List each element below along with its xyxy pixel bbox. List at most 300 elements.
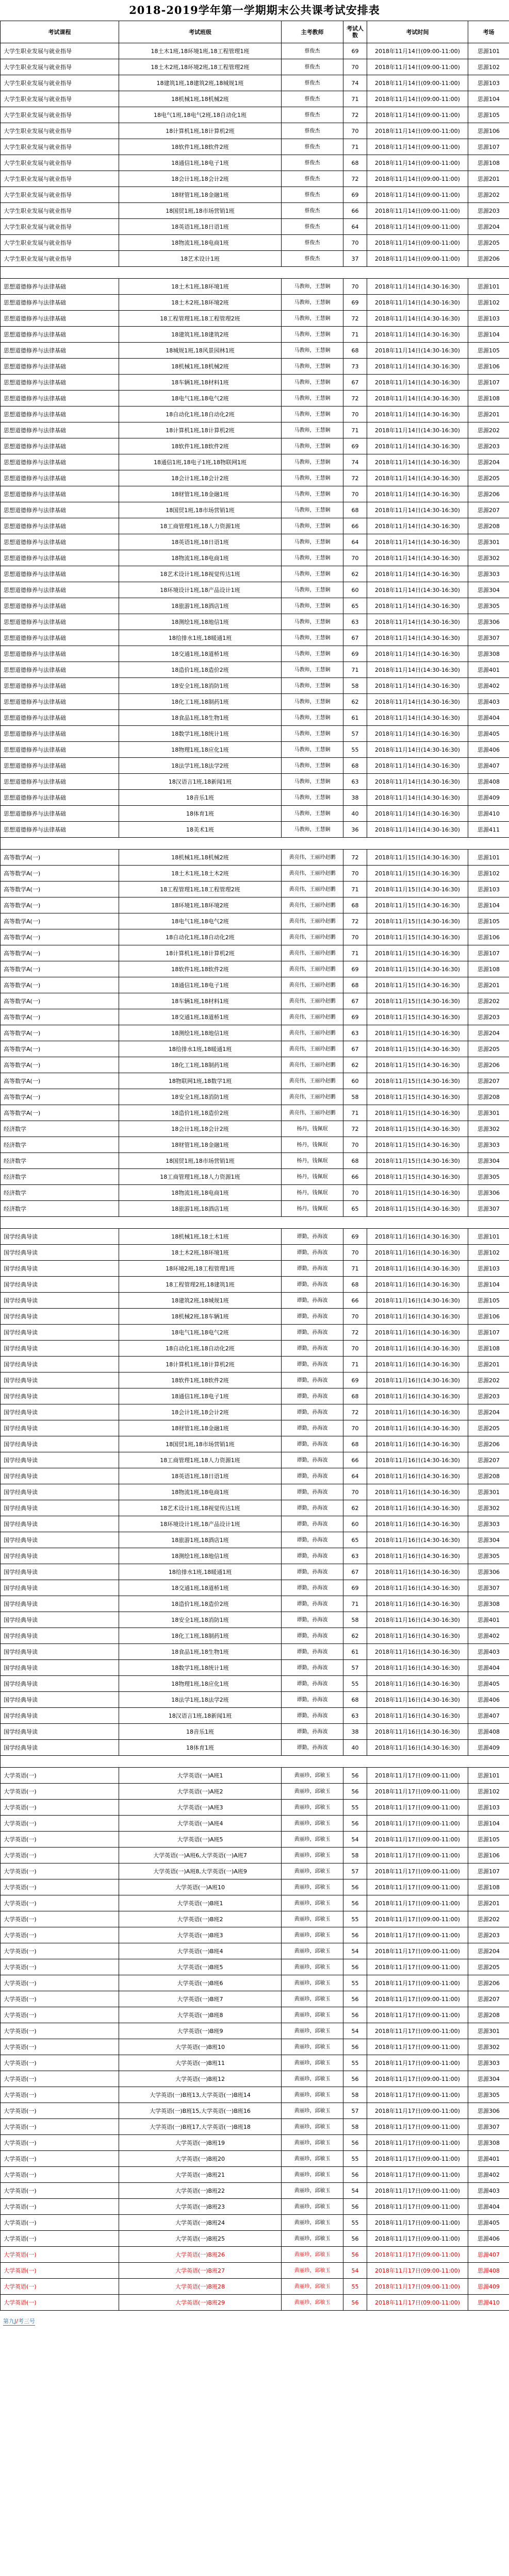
- table-row: [1, 758, 509, 774]
- cell-teacher: 马教师，王慧娴: [282, 502, 343, 518]
- table-row: [1, 774, 509, 790]
- cell-course: 思想道德修养与法律基础: [1, 758, 119, 774]
- cell-room: 思源407: [468, 1708, 509, 1724]
- cell-count: 72: [343, 850, 367, 866]
- cell-time: 2018年11月17日(09:00-11:00): [367, 2055, 468, 2071]
- cell-count: 70: [343, 1309, 367, 1325]
- cell-teacher: 谭勤，孙海波: [282, 1388, 343, 1404]
- cell-count: 68: [343, 1388, 367, 1404]
- cell-count: 56: [343, 2039, 367, 2055]
- cell-class: 18给排水1班,18暖通1班: [119, 630, 282, 646]
- cell-class: 18音乐1班: [119, 1724, 282, 1740]
- cell-count: 71: [343, 662, 367, 678]
- table-row: [1, 219, 509, 235]
- cell-class: 18国贸1班,18市场营销1班: [119, 203, 282, 219]
- cell-teacher: 黄丽珍，邱敏玉: [282, 2023, 343, 2039]
- cell-class: 18建筑1班,18建筑2班,18城规1班: [119, 75, 282, 91]
- cell-count: 70: [343, 1341, 367, 1357]
- cell-time: 2018年11月17日(09:00-11:00): [367, 2199, 468, 2215]
- cell-class: 18交通1班,18道桥1班: [119, 646, 282, 662]
- cell-teacher: 马教师，王慧娴: [282, 518, 343, 534]
- cell-time: 2018年11月17日(09:00-11:00): [367, 2039, 468, 2055]
- cell-time: 2018年11月14日(14:30-16:30): [367, 582, 468, 598]
- cell-class: 18化工1班,18制药1班: [119, 1057, 282, 1073]
- table-row: [1, 582, 509, 598]
- cell-count: 55: [343, 1911, 367, 1927]
- cell-time: 2018年11月14日(14:30-16:30): [367, 279, 468, 295]
- table-row: [1, 2231, 509, 2247]
- cell-room: 思源102: [468, 1784, 509, 1800]
- cell-class: 18艺术设计1班: [119, 251, 282, 267]
- cell-count: 55: [343, 742, 367, 758]
- cell-room: 思源101: [468, 850, 509, 866]
- table-row: [1, 2007, 509, 2023]
- section-separator-row: [1, 1756, 509, 1768]
- cell-teacher: 蔡俊杰: [282, 171, 343, 187]
- cell-room: 思源201: [468, 406, 509, 422]
- cell-time: 2018年11月15日(14:30-16:30): [367, 1025, 468, 1041]
- table-row: [1, 1089, 509, 1105]
- table-row: [1, 614, 509, 630]
- cell-room: 思源106: [468, 123, 509, 139]
- cell-time: 2018年11月14日(09:00-11:00): [367, 171, 468, 187]
- cell-time: 2018年11月14日(14:30-16:30): [367, 311, 468, 327]
- table-row: [1, 1564, 509, 1580]
- table-row: [1, 1388, 509, 1404]
- cell-course: 大学生职业发展与就业指导: [1, 91, 119, 107]
- cell-time: 2018年11月17日(09:00-11:00): [367, 1800, 468, 1816]
- cell-room: 思源406: [468, 1692, 509, 1708]
- cell-time: 2018年11月17日(09:00-11:00): [367, 2103, 468, 2119]
- cell-room: 思源103: [468, 75, 509, 91]
- table-row: [1, 1724, 509, 1740]
- cell-teacher: 马教师，王慧娴: [282, 279, 343, 295]
- cell-count: 55: [343, 1975, 367, 1991]
- cell-room: 思源103: [468, 311, 509, 327]
- cell-course: 大学英语(一): [1, 2183, 119, 2199]
- table-row: [1, 1784, 509, 1800]
- cell-teacher: 黄亮伟，王丽玲赵鹏: [282, 1025, 343, 1041]
- cell-teacher: 杨丹，钱佩珉: [282, 1137, 343, 1153]
- cell-count: 69: [343, 1372, 367, 1388]
- cell-course: 思想道德修养与法律基础: [1, 726, 119, 742]
- cell-time: 2018年11月17日(09:00-11:00): [367, 2215, 468, 2231]
- cell-class: 18通信1班,18电子1班: [119, 155, 282, 171]
- cell-count: 69: [343, 1229, 367, 1245]
- cell-teacher: 黄亮伟，王丽玲赵鹏: [282, 945, 343, 961]
- cell-room: 思源204: [468, 1404, 509, 1420]
- cell-count: 69: [343, 1009, 367, 1025]
- table-row: [1, 2071, 509, 2087]
- cell-room: 思源203: [468, 1009, 509, 1025]
- table-row: [1, 1009, 509, 1025]
- cell-course: 大学英语(一): [1, 1927, 119, 1943]
- cell-teacher: 黄亮伟，王丽玲赵鹏: [282, 1041, 343, 1057]
- cell-course: 国学经典导读: [1, 1229, 119, 1245]
- cell-teacher: 马教师，王慧娴: [282, 454, 343, 470]
- cell-count: 69: [343, 295, 367, 311]
- cell-teacher: 黄丽珍，邱敏玉: [282, 2055, 343, 2071]
- cell-teacher: 谭勤，孙海波: [282, 1229, 343, 1245]
- cell-teacher: 蔡俊杰: [282, 235, 343, 251]
- cell-teacher: 马教师，王慧娴: [282, 678, 343, 694]
- cell-class: 大学英语(一)B班22: [119, 2183, 282, 2199]
- cell-room: 思源409: [468, 790, 509, 806]
- cell-time: 2018年11月17日(09:00-11:00): [367, 1832, 468, 1848]
- cell-room: 思源204: [468, 219, 509, 235]
- cell-count: 70: [343, 1137, 367, 1153]
- cell-course: 大学生职业发展与就业指导: [1, 235, 119, 251]
- cell-time: 2018年11月14日(09:00-11:00): [367, 43, 468, 59]
- cell-room: 思源302: [468, 2039, 509, 2055]
- cell-room: 思源107: [468, 375, 509, 391]
- cell-class: 18国贸1班,18市场营销1班: [119, 1436, 282, 1452]
- cell-count: 61: [343, 1644, 367, 1660]
- cell-count: 71: [343, 1105, 367, 1121]
- cell-time: 2018年11月16日(14:30-16:30): [367, 1404, 468, 1420]
- cell-course: 国学经典导读: [1, 1436, 119, 1452]
- cell-count: 56: [343, 1816, 367, 1832]
- cell-time: 2018年11月14日(09:00-11:00): [367, 187, 468, 203]
- table-row: [1, 123, 509, 139]
- cell-time: 2018年11月15日(14:30-16:30): [367, 1009, 468, 1025]
- cell-teacher: 谭勤，孙海波: [282, 1436, 343, 1452]
- cell-count: 70: [343, 235, 367, 251]
- cell-room: 思源206: [468, 1975, 509, 1991]
- cell-class: 18环境设计1班,18产品设计1班: [119, 582, 282, 598]
- cell-time: 2018年11月15日(14:30-16:30): [367, 1201, 468, 1217]
- cell-course: 思想道德修养与法律基础: [1, 790, 119, 806]
- table-row: [1, 1229, 509, 1245]
- cell-room: 思源409: [468, 1740, 509, 1756]
- cell-class: 大学英语(一)A班6,大学英语(一)A班7: [119, 1848, 282, 1863]
- cell-class: 大学英语(一)B班13,大学英语(一)B班14: [119, 2087, 282, 2103]
- cell-time: 2018年11月14日(09:00-11:00): [367, 235, 468, 251]
- table-row: [1, 59, 509, 75]
- cell-count: 55: [343, 2279, 367, 2295]
- cell-class: 大学英语(一)B班5: [119, 1959, 282, 1975]
- cell-count: 67: [343, 993, 367, 1009]
- table-row: [1, 1309, 509, 1325]
- cell-room: 思源202: [468, 993, 509, 1009]
- cell-time: 2018年11月14日(14:30-16:30): [367, 646, 468, 662]
- cell-count: 56: [343, 2295, 367, 2311]
- cell-room: 思源104: [468, 327, 509, 343]
- cell-class: 18化工1班,18制药1班: [119, 1628, 282, 1644]
- cell-room: 思源405: [468, 2215, 509, 2231]
- cell-teacher: 马教师，王慧娴: [282, 662, 343, 678]
- cell-course: 思想道德修养与法律基础: [1, 406, 119, 422]
- cell-time: 2018年11月14日(14:30-16:30): [367, 566, 468, 582]
- cell-course: 国学经典导读: [1, 1388, 119, 1404]
- cell-time: 2018年11月14日(09:00-11:00): [367, 123, 468, 139]
- cell-teacher: 黄亮伟，王丽玲赵鹏: [282, 1057, 343, 1073]
- cell-course: 大学生职业发展与就业指导: [1, 219, 119, 235]
- cell-course: 思想道德修养与法律基础: [1, 311, 119, 327]
- cell-course: 思想道德修养与法律基础: [1, 694, 119, 710]
- cell-time: 2018年11月14日(14:30-16:30): [367, 391, 468, 406]
- cell-time: 2018年11月17日(09:00-11:00): [367, 2295, 468, 2311]
- cell-count: 56: [343, 2247, 367, 2263]
- cell-teacher: 蔡俊杰: [282, 43, 343, 59]
- cell-room: 思源107: [468, 1325, 509, 1341]
- cell-course: 大学英语(一): [1, 1895, 119, 1911]
- table-row: [1, 486, 509, 502]
- cell-time: 2018年11月15日(14:30-16:30): [367, 977, 468, 993]
- cell-count: 70: [343, 486, 367, 502]
- cell-room: 思源104: [468, 1277, 509, 1293]
- cell-teacher: 黄亮伟，王丽玲赵鹏: [282, 850, 343, 866]
- cell-class: 18通信1班,18电子1班,18物联网1班: [119, 454, 282, 470]
- cell-count: 57: [343, 1863, 367, 1879]
- table-row: [1, 2151, 509, 2167]
- table-row: [1, 1277, 509, 1293]
- cell-class: 大学英语(一)B班1: [119, 1895, 282, 1911]
- cell-count: 68: [343, 1692, 367, 1708]
- header-teacher: 主考教师: [282, 21, 343, 43]
- cell-course: 思想道德修养与法律基础: [1, 438, 119, 454]
- cell-time: 2018年11月16日(14:30-16:30): [367, 1484, 468, 1500]
- cell-time: 2018年11月14日(14:30-16:30): [367, 614, 468, 630]
- cell-time: 2018年11月16日(14:30-16:30): [367, 1357, 468, 1372]
- cell-teacher: 黄丽珍，邱敏玉: [282, 1959, 343, 1975]
- cell-class: 大学英语(一)B班2: [119, 1911, 282, 1927]
- cell-room: 思源302: [468, 1500, 509, 1516]
- cell-count: 60: [343, 1073, 367, 1089]
- cell-class: 大学英语(一)B班20: [119, 2151, 282, 2167]
- cell-teacher: 黄丽珍，邱敏玉: [282, 2231, 343, 2247]
- cell-time: 2018年11月14日(14:30-16:30): [367, 438, 468, 454]
- cell-class: 18物流1班,18电商1班: [119, 550, 282, 566]
- cell-class: 18电气1班,18电气2班,18自动化1班: [119, 107, 282, 123]
- cell-count: 71: [343, 422, 367, 438]
- cell-time: 2018年11月16日(14:30-16:30): [367, 1660, 468, 1676]
- cell-teacher: 黄亮伟，王丽玲赵鹏: [282, 993, 343, 1009]
- cell-room: 思源205: [468, 235, 509, 251]
- table-row: [1, 375, 509, 391]
- cell-count: 69: [343, 646, 367, 662]
- cell-room: 思源207: [468, 502, 509, 518]
- cell-room: 思源203: [468, 438, 509, 454]
- table-row: [1, 75, 509, 91]
- cell-time: 2018年11月17日(09:00-11:00): [367, 2247, 468, 2263]
- table-row: [1, 678, 509, 694]
- table-row: [1, 2135, 509, 2151]
- cell-count: 68: [343, 343, 367, 359]
- cell-time: 2018年11月15日(14:30-16:30): [367, 850, 468, 866]
- cell-room: 思源204: [468, 454, 509, 470]
- cell-count: 64: [343, 534, 367, 550]
- cell-time: 2018年11月14日(14:30-16:30): [367, 726, 468, 742]
- cell-teacher: 黄亮伟，王丽玲赵鹏: [282, 1089, 343, 1105]
- cell-teacher: 黄亮伟，王丽玲赵鹏: [282, 913, 343, 929]
- cell-room: 思源410: [468, 2295, 509, 2311]
- cell-course: 大学英语(一): [1, 2199, 119, 2215]
- cell-room: 思源306: [468, 1564, 509, 1580]
- cell-count: 56: [343, 1959, 367, 1975]
- cell-class: 18旅游1班,18酒店1班: [119, 598, 282, 614]
- cell-count: 55: [343, 2055, 367, 2071]
- header-course: 考试课程: [1, 21, 119, 43]
- cell-course: 思想道德修养与法律基础: [1, 502, 119, 518]
- cell-class: 18旅游1班,18酒店1班: [119, 1201, 282, 1217]
- cell-class: 18食品1班,18生物1班: [119, 710, 282, 726]
- cell-teacher: 黄亮伟，王丽玲赵鹏: [282, 1073, 343, 1089]
- cell-teacher: 马教师，王慧娴: [282, 486, 343, 502]
- cell-room: 思源406: [468, 742, 509, 758]
- table-row: [1, 1863, 509, 1879]
- cell-course: 大学生职业发展与就业指导: [1, 139, 119, 155]
- table-row: [1, 406, 509, 422]
- cell-class: 18计算机1班,18计算机2班: [119, 123, 282, 139]
- table-row: [1, 2055, 509, 2071]
- cell-class: 18会计1班,18会计2班: [119, 1121, 282, 1137]
- cell-course: 大学英语(一): [1, 2263, 119, 2279]
- cell-class: 18数学1班,18统计1班: [119, 1660, 282, 1676]
- table-row: [1, 2023, 509, 2039]
- cell-time: 2018年11月15日(14:30-16:30): [367, 993, 468, 1009]
- cell-count: 72: [343, 1121, 367, 1137]
- cell-course: 国学经典导读: [1, 1293, 119, 1309]
- cell-course: 思想道德修养与法律基础: [1, 534, 119, 550]
- cell-room: 思源410: [468, 806, 509, 822]
- cell-room: 思源304: [468, 2071, 509, 2087]
- cell-class: 18土木1班,18环境1班: [119, 279, 282, 295]
- cell-teacher: 黄丽珍，邱敏玉: [282, 2295, 343, 2311]
- cell-teacher: 黄丽珍，邱敏玉: [282, 1848, 343, 1863]
- cell-course: 大学英语(一): [1, 2071, 119, 2087]
- table-row: [1, 598, 509, 614]
- cell-course: 国学经典导读: [1, 1740, 119, 1756]
- cell-teacher: 马教师，王慧娴: [282, 790, 343, 806]
- cell-room: 思源201: [468, 171, 509, 187]
- cell-room: 思源105: [468, 1293, 509, 1309]
- cell-count: 57: [343, 726, 367, 742]
- cell-course: 大学英语(一): [1, 1816, 119, 1832]
- cell-room: 思源108: [468, 1341, 509, 1357]
- cell-count: 72: [343, 171, 367, 187]
- table-row: [1, 1644, 509, 1660]
- cell-class: 18自动化1班,18自动化2班: [119, 929, 282, 945]
- cell-room: 思源305: [468, 1169, 509, 1185]
- cell-course: 国学经典导读: [1, 1404, 119, 1420]
- cell-teacher: 黄丽珍，邱敏玉: [282, 1975, 343, 1991]
- cell-course: 大学生职业发展与就业指导: [1, 59, 119, 75]
- cell-course: 大学英语(一): [1, 2151, 119, 2167]
- cell-course: 大学英语(一): [1, 2247, 119, 2263]
- table-row: [1, 726, 509, 742]
- cell-class: 18电气1班,18电气2班: [119, 1325, 282, 1341]
- cell-teacher: 谭勤，孙海波: [282, 1293, 343, 1309]
- cell-teacher: 谭勤，孙海波: [282, 1325, 343, 1341]
- cell-time: 2018年11月16日(14:30-16:30): [367, 1580, 468, 1596]
- cell-time: 2018年11月14日(09:00-11:00): [367, 59, 468, 75]
- cell-count: 68: [343, 977, 367, 993]
- table-row: [1, 1628, 509, 1644]
- cell-class: 18测绘1班,18地信1班: [119, 1025, 282, 1041]
- cell-time: 2018年11月15日(14:30-16:30): [367, 866, 468, 882]
- table-row: [1, 1436, 509, 1452]
- cell-count: 62: [343, 566, 367, 582]
- table-row: [1, 2183, 509, 2199]
- cell-course: 高等数学A(一): [1, 1041, 119, 1057]
- cell-count: 68: [343, 155, 367, 171]
- cell-teacher: 蔡俊杰: [282, 107, 343, 123]
- cell-room: 思源102: [468, 295, 509, 311]
- cell-class: 18汉语言1班,18新闻1班: [119, 1708, 282, 1724]
- cell-room: 思源405: [468, 1676, 509, 1692]
- sheet-tab[interactable]: [3, 2317, 35, 2326]
- table-row: [1, 882, 509, 897]
- cell-room: 思源403: [468, 694, 509, 710]
- cell-class: 18软件1班,18软件2班: [119, 438, 282, 454]
- cell-count: 69: [343, 187, 367, 203]
- cell-course: 大学生职业发展与就业指导: [1, 75, 119, 91]
- table-row: [1, 1516, 509, 1532]
- cell-count: 69: [343, 438, 367, 454]
- table-row: [1, 1800, 509, 1816]
- cell-course: 思想道德修养与法律基础: [1, 279, 119, 295]
- cell-course: 国学经典导读: [1, 1580, 119, 1596]
- table-row: [1, 1357, 509, 1372]
- table-row: [1, 2215, 509, 2231]
- cell-teacher: 谭勤，孙海波: [282, 1245, 343, 1261]
- cell-class: 18体育1班: [119, 1740, 282, 1756]
- cell-teacher: 蔡俊杰: [282, 59, 343, 75]
- cell-teacher: 黄丽珍，邱敏玉: [282, 1911, 343, 1927]
- table-row: [1, 1153, 509, 1169]
- table-row: [1, 2263, 509, 2279]
- cell-count: 58: [343, 678, 367, 694]
- cell-class: 18物流1班,18电商1班: [119, 235, 282, 251]
- cell-class: 18软件1班,18软件2班: [119, 1372, 282, 1388]
- cell-class: 18建筑2班,18城规1班: [119, 1293, 282, 1309]
- cell-class: 18英语1班,18日语1班: [119, 534, 282, 550]
- cell-count: 62: [343, 1500, 367, 1516]
- cell-course: 思想道德修养与法律基础: [1, 422, 119, 438]
- cell-room: 思源104: [468, 1816, 509, 1832]
- cell-course: 高等数学A(一): [1, 850, 119, 866]
- cell-course: 大学生职业发展与就业指导: [1, 187, 119, 203]
- cell-room: 思源104: [468, 91, 509, 107]
- cell-room: 思源205: [468, 1959, 509, 1975]
- cell-class: 大学英语(一)B班10: [119, 2039, 282, 2055]
- cell-teacher: 马教师，王慧娴: [282, 534, 343, 550]
- exam-schedule-table: [0, 21, 509, 2311]
- cell-count: 38: [343, 1724, 367, 1740]
- cell-teacher: 谭勤，孙海波: [282, 1724, 343, 1740]
- cell-teacher: 黄丽珍，邱敏玉: [282, 2087, 343, 2103]
- cell-class: 18计算机1班,18计算机2班: [119, 422, 282, 438]
- cell-course: 思想道德修养与法律基础: [1, 646, 119, 662]
- cell-count: 70: [343, 1245, 367, 1261]
- cell-teacher: 黄丽珍，邱敏玉: [282, 1768, 343, 1784]
- cell-class: 大学英语(一)B班9: [119, 2023, 282, 2039]
- cell-teacher: 黄丽珍，邱敏玉: [282, 2119, 343, 2135]
- cell-teacher: 谭勤，孙海波: [282, 1404, 343, 1420]
- cell-room: 思源201: [468, 977, 509, 993]
- cell-time: 2018年11月14日(09:00-11:00): [367, 91, 468, 107]
- cell-course: 大学英语(一): [1, 2103, 119, 2119]
- table-row: [1, 359, 509, 375]
- cell-count: 64: [343, 1468, 367, 1484]
- cell-class: 大学英语(一)B班29: [119, 2295, 282, 2311]
- cell-course: 思想道德修养与法律基础: [1, 710, 119, 726]
- table-row: [1, 279, 509, 295]
- table-row: [1, 391, 509, 406]
- cell-time: 2018年11月14日(14:30-16:30): [367, 694, 468, 710]
- cell-time: 2018年11月17日(09:00-11:00): [367, 2151, 468, 2167]
